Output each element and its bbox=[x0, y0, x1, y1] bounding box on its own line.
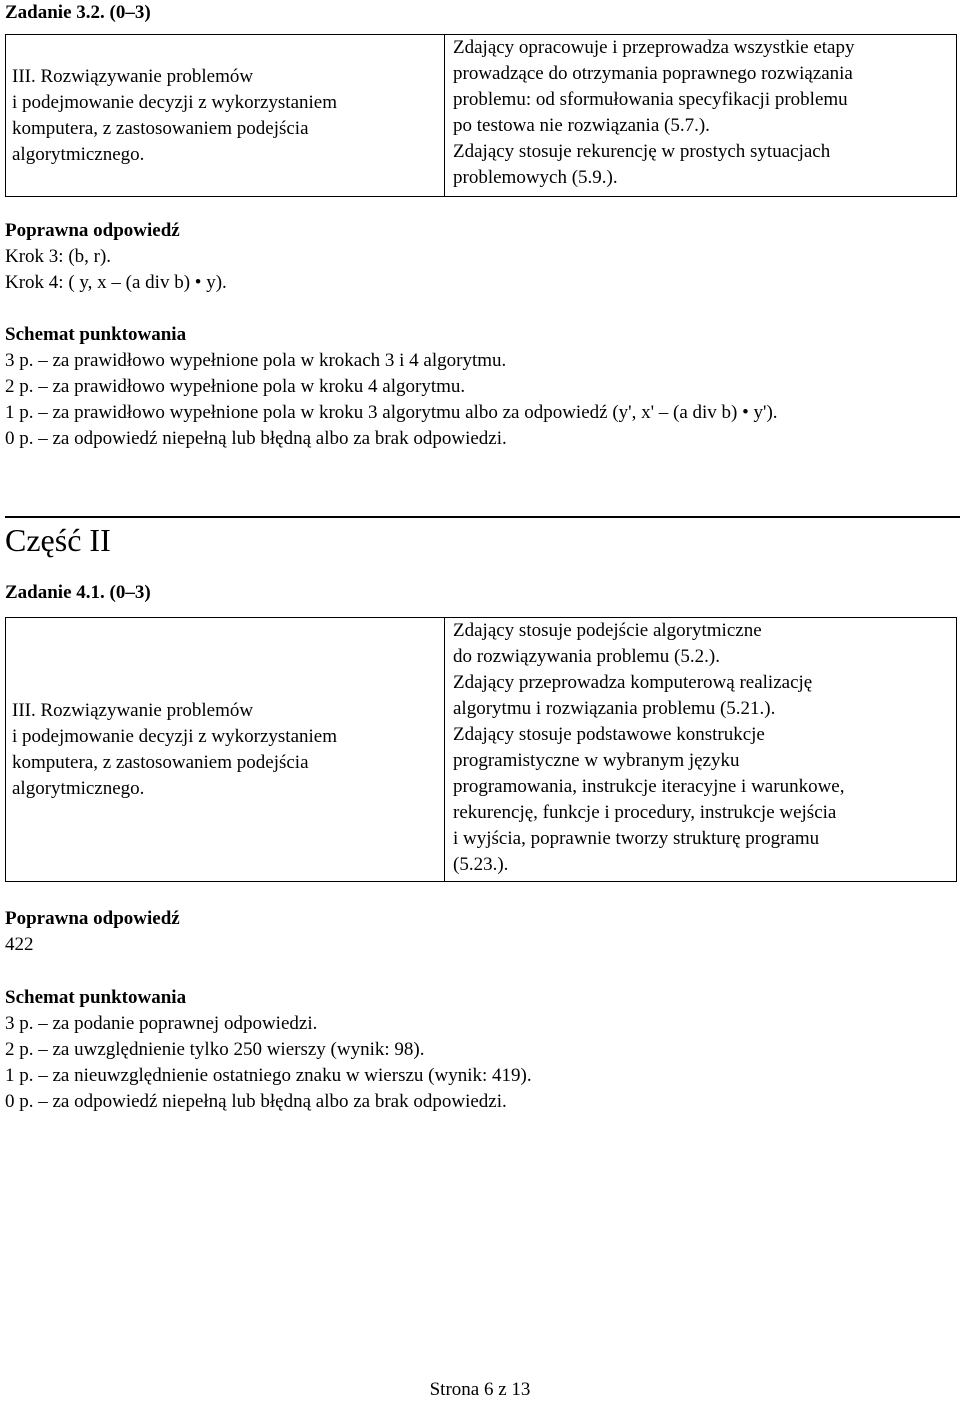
general-requirement-line: III. Rozwiązywanie problemów bbox=[12, 65, 254, 87]
page-number: Strona 6 z 13 bbox=[429, 1379, 531, 1400]
specific-requirement-line: Zdający stosuje rekurencję w prostych sytuacjach bbox=[453, 141, 831, 162]
scoring-line: 3 p. – za podanie poprawnej odpowiedzi. bbox=[5, 1013, 318, 1034]
scoring-line: 3 p. – za prawidłowo wypełnione pola w krokach 3 i 4 algorytmu. bbox=[5, 350, 507, 371]
specific-requirement-line: (5.23.). bbox=[453, 854, 509, 875]
answer-heading: Poprawna odpowiedź bbox=[5, 908, 180, 929]
scoring-line: 1 p. – za nieuwzględnienie ostatniego znaku w wierszu (wynik: 419). bbox=[5, 1065, 532, 1086]
answer-value: 422 bbox=[5, 934, 34, 955]
general-requirement-line: i podejmowanie decyzji z wykorzystaniem bbox=[12, 91, 338, 113]
specific-requirement-line: do rozwiązywania problemu (5.2.). bbox=[453, 646, 720, 667]
task-4-1-title: Zadanie 4.1. (0–3) bbox=[5, 582, 151, 603]
task-3-2-requirements-table bbox=[5, 34, 957, 197]
specific-requirement-line: prowadzące do otrzymania poprawnego rozwiązania bbox=[453, 63, 853, 84]
specific-requirement-line: Zdający opracowuje i przeprowadza wszystkie etapy bbox=[453, 37, 855, 58]
specific-requirement-line: rekurencję, funkcje i procedury, instrukcje wejścia bbox=[453, 802, 837, 823]
general-requirement-cell bbox=[6, 618, 445, 882]
specific-requirement-cell bbox=[445, 35, 957, 197]
task-3-2-answer bbox=[5, 218, 227, 296]
scoring-line: 2 p. – za prawidłowo wypełnione pola w kroku 4 algorytmu. bbox=[5, 376, 466, 397]
general-requirement-line: komputera, z zastosowaniem podejścia bbox=[12, 751, 309, 773]
general-requirement-line: algorytmicznego. bbox=[12, 777, 145, 799]
specific-requirement-line: programowania, instrukcje iteracyjne i warunkowe, bbox=[453, 776, 845, 797]
task-3-2-scoring bbox=[5, 322, 778, 452]
specific-requirement-line: algorytmu i rozwiązania problemu (5.21.). bbox=[453, 698, 776, 719]
section-separator bbox=[5, 516, 960, 518]
part-title: Część II bbox=[5, 522, 111, 558]
task-4-1-answer bbox=[5, 906, 180, 958]
general-requirement-line: III. Rozwiązywanie problemów bbox=[12, 699, 254, 721]
scoring-line: 0 p. – za odpowiedź niepełną lub błędną albo za brak odpowiedzi. bbox=[5, 428, 507, 449]
answer-heading: Poprawna odpowiedź bbox=[5, 220, 180, 241]
specific-requirement-line: Zdający stosuje podstawowe konstrukcje bbox=[453, 724, 765, 745]
specific-requirement-line: programistyczne w wybranym języku bbox=[453, 750, 740, 771]
general-requirement-line: komputera, z zastosowaniem podejścia bbox=[12, 117, 309, 139]
specific-requirement-cell bbox=[445, 618, 957, 882]
task-4-1-requirements-table bbox=[5, 617, 957, 882]
specific-requirement-line: i wyjścia, poprawnie tworzy strukturę programu bbox=[453, 828, 820, 849]
general-requirement-line: i podejmowanie decyzji z wykorzystaniem bbox=[12, 725, 338, 747]
specific-requirement-line: problemu: od sformułowania specyfikacji problemu bbox=[453, 89, 848, 110]
task-4-1-scoring bbox=[5, 985, 532, 1115]
scoring-line: 0 p. – za odpowiedź niepełną lub błędną albo za brak odpowiedzi. bbox=[5, 1091, 507, 1112]
specific-requirement-line: Zdający przeprowadza komputerową realizację bbox=[453, 672, 813, 693]
scoring-heading: Schemat punktowania bbox=[5, 324, 187, 345]
answer-line: Krok 3: (b, r). bbox=[5, 246, 112, 267]
scoring-line: 1 p. – za prawidłowo wypełnione pola w kroku 3 algorytmu albo za odpowiedź (y', x' – (a div b) • y'). bbox=[5, 402, 778, 423]
specific-requirement-line: po testowa nie rozwiązania (5.7.). bbox=[453, 115, 710, 136]
general-requirement-line: algorytmicznego. bbox=[12, 143, 145, 165]
specific-requirement-line: Zdający stosuje podejście algorytmiczne bbox=[453, 620, 762, 641]
scoring-line: 2 p. – za uwzględnienie tylko 250 wierszy (wynik: 98). bbox=[5, 1039, 425, 1060]
general-requirement-cell bbox=[6, 35, 445, 197]
answer-line: Krok 4: ( y, x – (a div b) • y). bbox=[5, 272, 227, 293]
specific-requirement-line: problemowych (5.9.). bbox=[453, 167, 618, 188]
task-3-2-title: Zadanie 3.2. (0–3) bbox=[5, 2, 151, 23]
scoring-heading: Schemat punktowania bbox=[5, 987, 187, 1008]
